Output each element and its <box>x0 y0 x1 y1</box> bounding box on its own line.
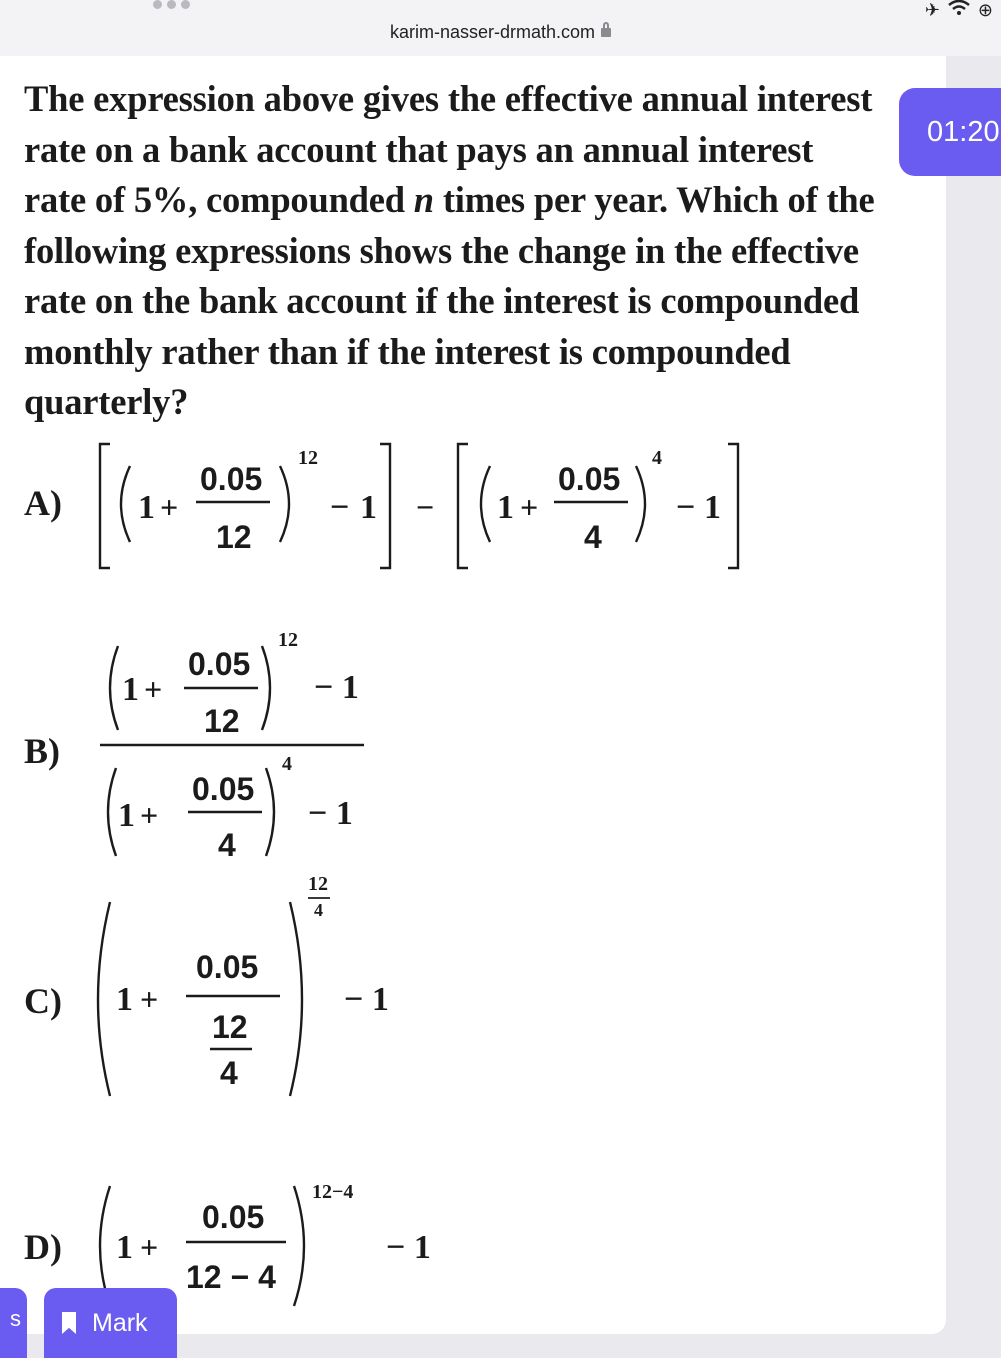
previous-button-partial[interactable]: s <box>0 1288 27 1358</box>
svg-text:12: 12 <box>216 519 252 555</box>
svg-text:+: + <box>520 489 539 525</box>
svg-text:4: 4 <box>652 447 662 469</box>
svg-text:0.05: 0.05 <box>558 461 621 497</box>
svg-text:12−4: 12−4 <box>312 1181 354 1203</box>
svg-text:0.05: 0.05 <box>200 461 263 497</box>
question-line: monthly rather than if the interest is compounded <box>24 330 791 372</box>
question-line: quarterly? <box>24 381 189 422</box>
mark-label: Mark <box>92 1309 148 1337</box>
screen-lock-icon: ⊕ <box>977 0 993 21</box>
url-text: karim-nasser-drmath.com <box>389 22 596 42</box>
svg-text:+: + <box>160 489 179 525</box>
mark-button[interactable] <box>44 1288 177 1358</box>
svg-text:1: 1 <box>138 489 155 526</box>
svg-text:1: 1 <box>118 797 135 834</box>
svg-text:4: 4 <box>218 827 236 863</box>
svg-text:1: 1 <box>704 489 721 526</box>
timer-badge[interactable]: 01:20 <box>899 88 1001 176</box>
svg-text:12: 12 <box>212 1009 248 1045</box>
svg-text:−: − <box>416 489 435 525</box>
question-line: following expressions shows the change in the effective <box>24 229 859 271</box>
svg-text:4: 4 <box>584 519 602 555</box>
svg-text:1: 1 <box>116 981 133 1018</box>
svg-text:− 1: − 1 <box>344 981 389 1018</box>
option-d-label[interactable]: D) <box>24 1227 62 1267</box>
svg-text:12: 12 <box>204 703 240 739</box>
svg-text:−: − <box>676 489 696 526</box>
question-line: rate of 5%, compounded n times per year. Which of the <box>24 179 875 220</box>
option-b-label[interactable]: B) <box>24 731 60 771</box>
svg-text:4: 4 <box>314 900 323 920</box>
svg-text:+: + <box>140 797 159 833</box>
option-a-expression[interactable] <box>90 438 750 578</box>
svg-text:0.05: 0.05 <box>202 1199 265 1235</box>
svg-text:+: + <box>144 671 163 707</box>
svg-text:+: + <box>140 1229 159 1265</box>
svg-text:− 1: − 1 <box>314 669 359 706</box>
svg-text:4: 4 <box>282 753 292 775</box>
svg-text:4: 4 <box>220 1055 238 1091</box>
svg-text:12: 12 <box>298 447 318 469</box>
svg-text:1: 1 <box>116 1229 133 1266</box>
question-line: rate on a bank account that pays an annual interest <box>24 128 814 170</box>
option-a-label[interactable]: A) <box>24 483 62 523</box>
svg-text:12 − 4: 12 − 4 <box>186 1259 276 1295</box>
option-b-expression[interactable] <box>96 620 396 870</box>
svg-text:1: 1 <box>497 489 514 526</box>
svg-text:12: 12 <box>278 629 298 651</box>
svg-text:+: + <box>140 981 159 1017</box>
svg-text:1: 1 <box>360 489 377 526</box>
svg-text:1: 1 <box>122 671 139 708</box>
svg-text:− 1: − 1 <box>386 1229 431 1266</box>
svg-text:12: 12 <box>308 873 328 895</box>
svg-text:0.05: 0.05 <box>196 949 259 985</box>
lock-icon <box>601 28 611 37</box>
option-c-label[interactable]: C) <box>24 981 62 1021</box>
svg-text:0.05: 0.05 <box>188 646 251 682</box>
question-text <box>24 74 944 428</box>
svg-text:−: − <box>330 489 350 526</box>
question-line: rate on the bank account if the interest is compounded <box>24 280 860 321</box>
question-line: The expression above gives the effective annual interest <box>24 78 873 119</box>
svg-text:− 1: − 1 <box>308 795 353 832</box>
wifi-icon <box>948 0 970 21</box>
tab-overview-dots[interactable] <box>153 0 190 9</box>
status-icons <box>925 0 993 21</box>
browser-bar <box>0 0 1001 56</box>
option-c-expression[interactable] <box>90 870 410 1110</box>
bookmark-icon <box>62 1312 76 1334</box>
address-bar[interactable] <box>0 22 1001 43</box>
svg-text:0.05: 0.05 <box>192 771 255 807</box>
airplane-icon: ✈ <box>924 0 940 21</box>
